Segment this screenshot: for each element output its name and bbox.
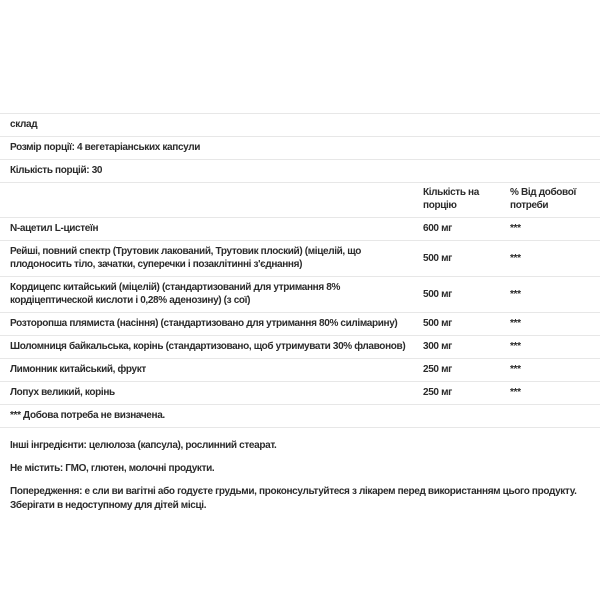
servings-count-row bbox=[0, 159, 600, 182]
ingredient-name: Шоломниця байкальська, корінь (стандартизовано, щоб утримувати 30% флавонов) bbox=[10, 341, 406, 352]
free-from-note: Не містить: ГМО, глютен, молочні продукти. bbox=[10, 463, 215, 474]
additional-info bbox=[0, 428, 600, 513]
ingredient-row bbox=[0, 276, 600, 312]
ingredients-table bbox=[0, 182, 600, 428]
ingredient-dv: *** bbox=[510, 341, 521, 352]
daily-value-footnote: *** Добова потреба не визначена. bbox=[10, 410, 165, 421]
ingredient-amount: 500 мг bbox=[423, 288, 452, 300]
ingredient-amount: 500 мг bbox=[423, 318, 452, 329]
top-whitespace bbox=[0, 0, 600, 113]
ingredient-amount: 250 мг bbox=[423, 387, 452, 398]
ingredient-name: Рейші, повний спектр (Трутовик лакований, Трутовик плоский) (міцелій, що плодоносить тіло, зачатки, суперечки і позаклітинні з'єднання) bbox=[10, 246, 362, 270]
ingredient-row bbox=[0, 381, 600, 404]
ingredient-amount: 300 мг bbox=[423, 341, 452, 352]
ingredient-name: Лопух великий, корінь bbox=[10, 387, 115, 398]
ingredient-row bbox=[0, 217, 600, 240]
ingredient-amount: 600 мг bbox=[423, 223, 452, 234]
ingredient-name: Лимонник китайський, фрукт bbox=[10, 364, 146, 375]
serving-size-row bbox=[0, 136, 600, 159]
amount-column-header: Кількість на порцію bbox=[423, 187, 479, 211]
dv-column-header: % Від добової потреби bbox=[510, 187, 576, 211]
serving-size-label: Розмір порції: 4 вегетаріанських капсули bbox=[10, 142, 201, 153]
ingredient-row bbox=[0, 358, 600, 381]
warning-note: Попередження: е сли ви вагітні або годуєте грудьми, проконсультуйтеся з лікарем перед використанням цього продукту. Зберігати в недоступному для дітей місці. bbox=[10, 486, 577, 511]
composition-label: склад bbox=[10, 119, 38, 130]
ingredient-dv: *** bbox=[510, 387, 521, 398]
ingredient-amount: 500 мг bbox=[423, 252, 452, 264]
ingredient-row bbox=[0, 335, 600, 358]
servings-count-label: Кількість порцій: 30 bbox=[10, 165, 103, 176]
ingredient-dv: *** bbox=[510, 223, 521, 234]
ingredient-name: N-ацетил L-цистеїн bbox=[10, 223, 99, 234]
table-footnote-row bbox=[0, 404, 600, 428]
other-ingredients-note: Інші інгредієнти: целюлоза (капсула), рослинний стеарат. bbox=[10, 440, 277, 451]
ingredient-row bbox=[0, 240, 600, 276]
ingredient-row bbox=[0, 312, 600, 335]
composition-row bbox=[0, 113, 600, 136]
ingredient-amount: 250 мг bbox=[423, 364, 452, 375]
ingredient-dv: *** bbox=[510, 364, 521, 375]
ingredient-name: Розторопша плямиста (насіння) (стандартизовано для утримання 80% силімарину) bbox=[10, 318, 398, 329]
ingredient-dv: *** bbox=[510, 252, 521, 264]
table-header-row bbox=[0, 182, 600, 217]
ingredient-dv: *** bbox=[510, 288, 521, 300]
ingredient-dv: *** bbox=[510, 318, 521, 329]
ingredient-name: Кордицепс китайський (міцелій) (стандартизований для утримання 8% кордіцептической кислоти і 0,28% аденозину) (з сої) bbox=[10, 282, 341, 306]
